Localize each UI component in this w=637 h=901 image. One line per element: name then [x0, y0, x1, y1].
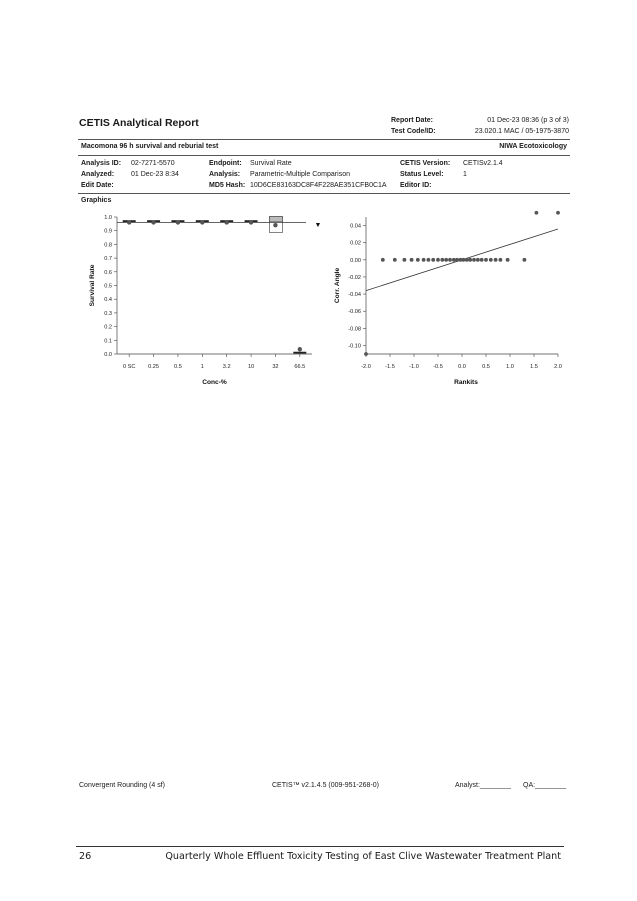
endpoint-value: Survival Rate: [250, 160, 292, 167]
data-point: [151, 220, 155, 224]
md5-value: 10D6CE83163DC8F4F228AE351CFB0C1A: [250, 182, 387, 189]
data-point: [448, 258, 452, 262]
y-tick-label: 0.6: [104, 269, 112, 276]
y-tick-label: 0.3: [104, 310, 112, 317]
y-tick-label: 0.00: [350, 257, 361, 264]
md5-label: MD5 Hash:: [209, 182, 246, 189]
x-tick-label: -2.0: [361, 364, 371, 370]
data-point: [523, 258, 527, 262]
survival-rate-chart: [89, 215, 321, 386]
y-tick-label: 0.02: [350, 240, 361, 247]
mean-bar: [269, 216, 282, 221]
graphics-heading: Graphics: [81, 197, 112, 204]
y-tick-label: -0.10: [348, 343, 361, 350]
data-point: [416, 258, 420, 262]
document-title: Quarterly Whole Effluent Toxicity Testing of East Clive Wastewater Treatment Plant: [165, 851, 561, 862]
data-point: [436, 258, 440, 262]
y-axis-title: Corr. Angle: [334, 267, 341, 304]
data-point: [431, 258, 435, 262]
analysis-id-label: Analysis ID:: [81, 160, 122, 167]
data-point: [455, 258, 459, 262]
y-tick-label: -0.08: [348, 326, 361, 333]
page-number: 26: [79, 851, 92, 862]
x-tick-label: 0.5: [482, 364, 490, 370]
data-point: [484, 258, 488, 262]
data-point: [480, 258, 484, 262]
data-point: [298, 347, 302, 351]
data-point: [427, 258, 431, 262]
data-point: [499, 258, 503, 262]
software-version: CETIS™ v2.1.4.5 (009-951-268-0): [272, 782, 379, 789]
report-title: CETIS Analytical Report: [79, 117, 199, 129]
report-date-label: Report Date:: [391, 117, 434, 124]
x-tick-label: 1.5: [530, 364, 538, 370]
noec-marker: ▼: [314, 222, 322, 229]
data-point: [465, 258, 469, 262]
endpoint-label: Endpoint:: [209, 160, 242, 167]
footer-rule: [76, 846, 564, 847]
status-level-label: Status Level:: [400, 171, 444, 178]
x-tick-label: 0.5: [174, 364, 182, 370]
x-tick-label: -1.0: [409, 364, 419, 370]
data-point: [176, 220, 180, 224]
test-code-value: 23.020.1 MAC / 05-1975-3870: [474, 128, 569, 135]
data-point: [410, 258, 414, 262]
status-level-value: 1: [463, 171, 467, 178]
y-tick-label: 0.2: [104, 324, 112, 331]
y-axis-title: Survival Rate: [89, 264, 96, 307]
x-tick-label: -0.5: [433, 364, 443, 370]
report-date-value: 01 Dec-23 08:36 (p 3 of 3): [487, 117, 569, 124]
rounding-note: Convergent Rounding (4 sf): [79, 782, 165, 789]
lab-name: NIWA Ecotoxicology: [499, 143, 567, 150]
cetis-version-label: CETIS Version:: [400, 160, 451, 167]
x-tick-label: 10: [247, 364, 255, 370]
y-tick-label: 0.4: [104, 297, 112, 304]
data-point: [452, 258, 456, 262]
y-tick-label: -0.02: [348, 274, 361, 281]
x-axis-title: Rankits: [454, 379, 478, 386]
data-point: [472, 258, 476, 262]
y-tick-label: 0.1: [104, 338, 112, 345]
x-tick-label: 0.0: [458, 364, 466, 370]
x-tick-label: 1.0: [506, 364, 514, 370]
data-point: [440, 258, 444, 262]
analyst-signature: Analyst:________: [455, 782, 512, 789]
x-tick-label: 66.5: [294, 364, 306, 370]
analysis-label: Analysis:: [209, 171, 241, 178]
x-axis-title: Conc-%: [202, 379, 227, 386]
report-subtitle: Macomona 96 h survival and reburial test: [81, 143, 219, 150]
data-point: [494, 258, 498, 262]
x-tick-label: -1.5: [385, 364, 395, 370]
x-tick-label: 0 SC: [122, 364, 136, 370]
qa-signature: QA:________: [523, 782, 567, 789]
data-point: [476, 258, 480, 262]
y-tick-label: 1.0: [104, 215, 112, 221]
cetis-version-value: CETISv2.1.4: [463, 160, 503, 167]
analyzed-label: Analyzed:: [81, 171, 115, 178]
data-point: [468, 258, 472, 262]
data-point: [506, 258, 510, 262]
data-point: [127, 220, 131, 224]
editor-id-label: Editor ID:: [400, 182, 432, 189]
data-point: [422, 258, 426, 262]
data-point: [444, 258, 448, 262]
charts-canvas: [0, 0, 637, 400]
edit-date-label: Edit Date:: [81, 182, 114, 189]
data-point: [200, 220, 204, 224]
data-point: [462, 258, 466, 262]
data-point: [489, 258, 493, 262]
data-point: [535, 211, 539, 215]
y-tick-label: 0.9: [104, 228, 112, 235]
y-tick-label: 0.04: [350, 223, 361, 230]
data-point: [224, 220, 228, 224]
x-tick-label: 0.25: [148, 364, 160, 370]
y-tick-label: 0.7: [104, 256, 112, 263]
data-point: [403, 258, 407, 262]
y-tick-label: -0.04: [348, 292, 361, 299]
data-point: [364, 352, 368, 356]
x-tick-label: 32: [272, 364, 279, 370]
y-tick-label: 0.5: [104, 283, 112, 290]
x-tick-label: 2.0: [554, 364, 562, 370]
y-tick-label: 0.0: [104, 352, 112, 358]
data-point: [273, 223, 277, 227]
data-point: [249, 220, 253, 224]
x-tick-label: 1: [200, 364, 204, 370]
x-tick-label: 3.2: [222, 364, 231, 370]
test-code-label: Test Code/ID:: [391, 128, 436, 135]
data-point: [381, 258, 385, 262]
analysis-value: Parametric-Multiple Comparison: [250, 171, 350, 178]
rankit-plot-chart: [334, 211, 562, 386]
data-point: [556, 211, 560, 215]
y-tick-label: -0.06: [348, 309, 361, 316]
y-tick-label: 0.8: [104, 242, 112, 249]
analysis-id-value: 02-7271-5570: [131, 160, 175, 167]
analyzed-value: 01 Dec-23 8:34: [131, 171, 179, 178]
data-point: [393, 258, 397, 262]
